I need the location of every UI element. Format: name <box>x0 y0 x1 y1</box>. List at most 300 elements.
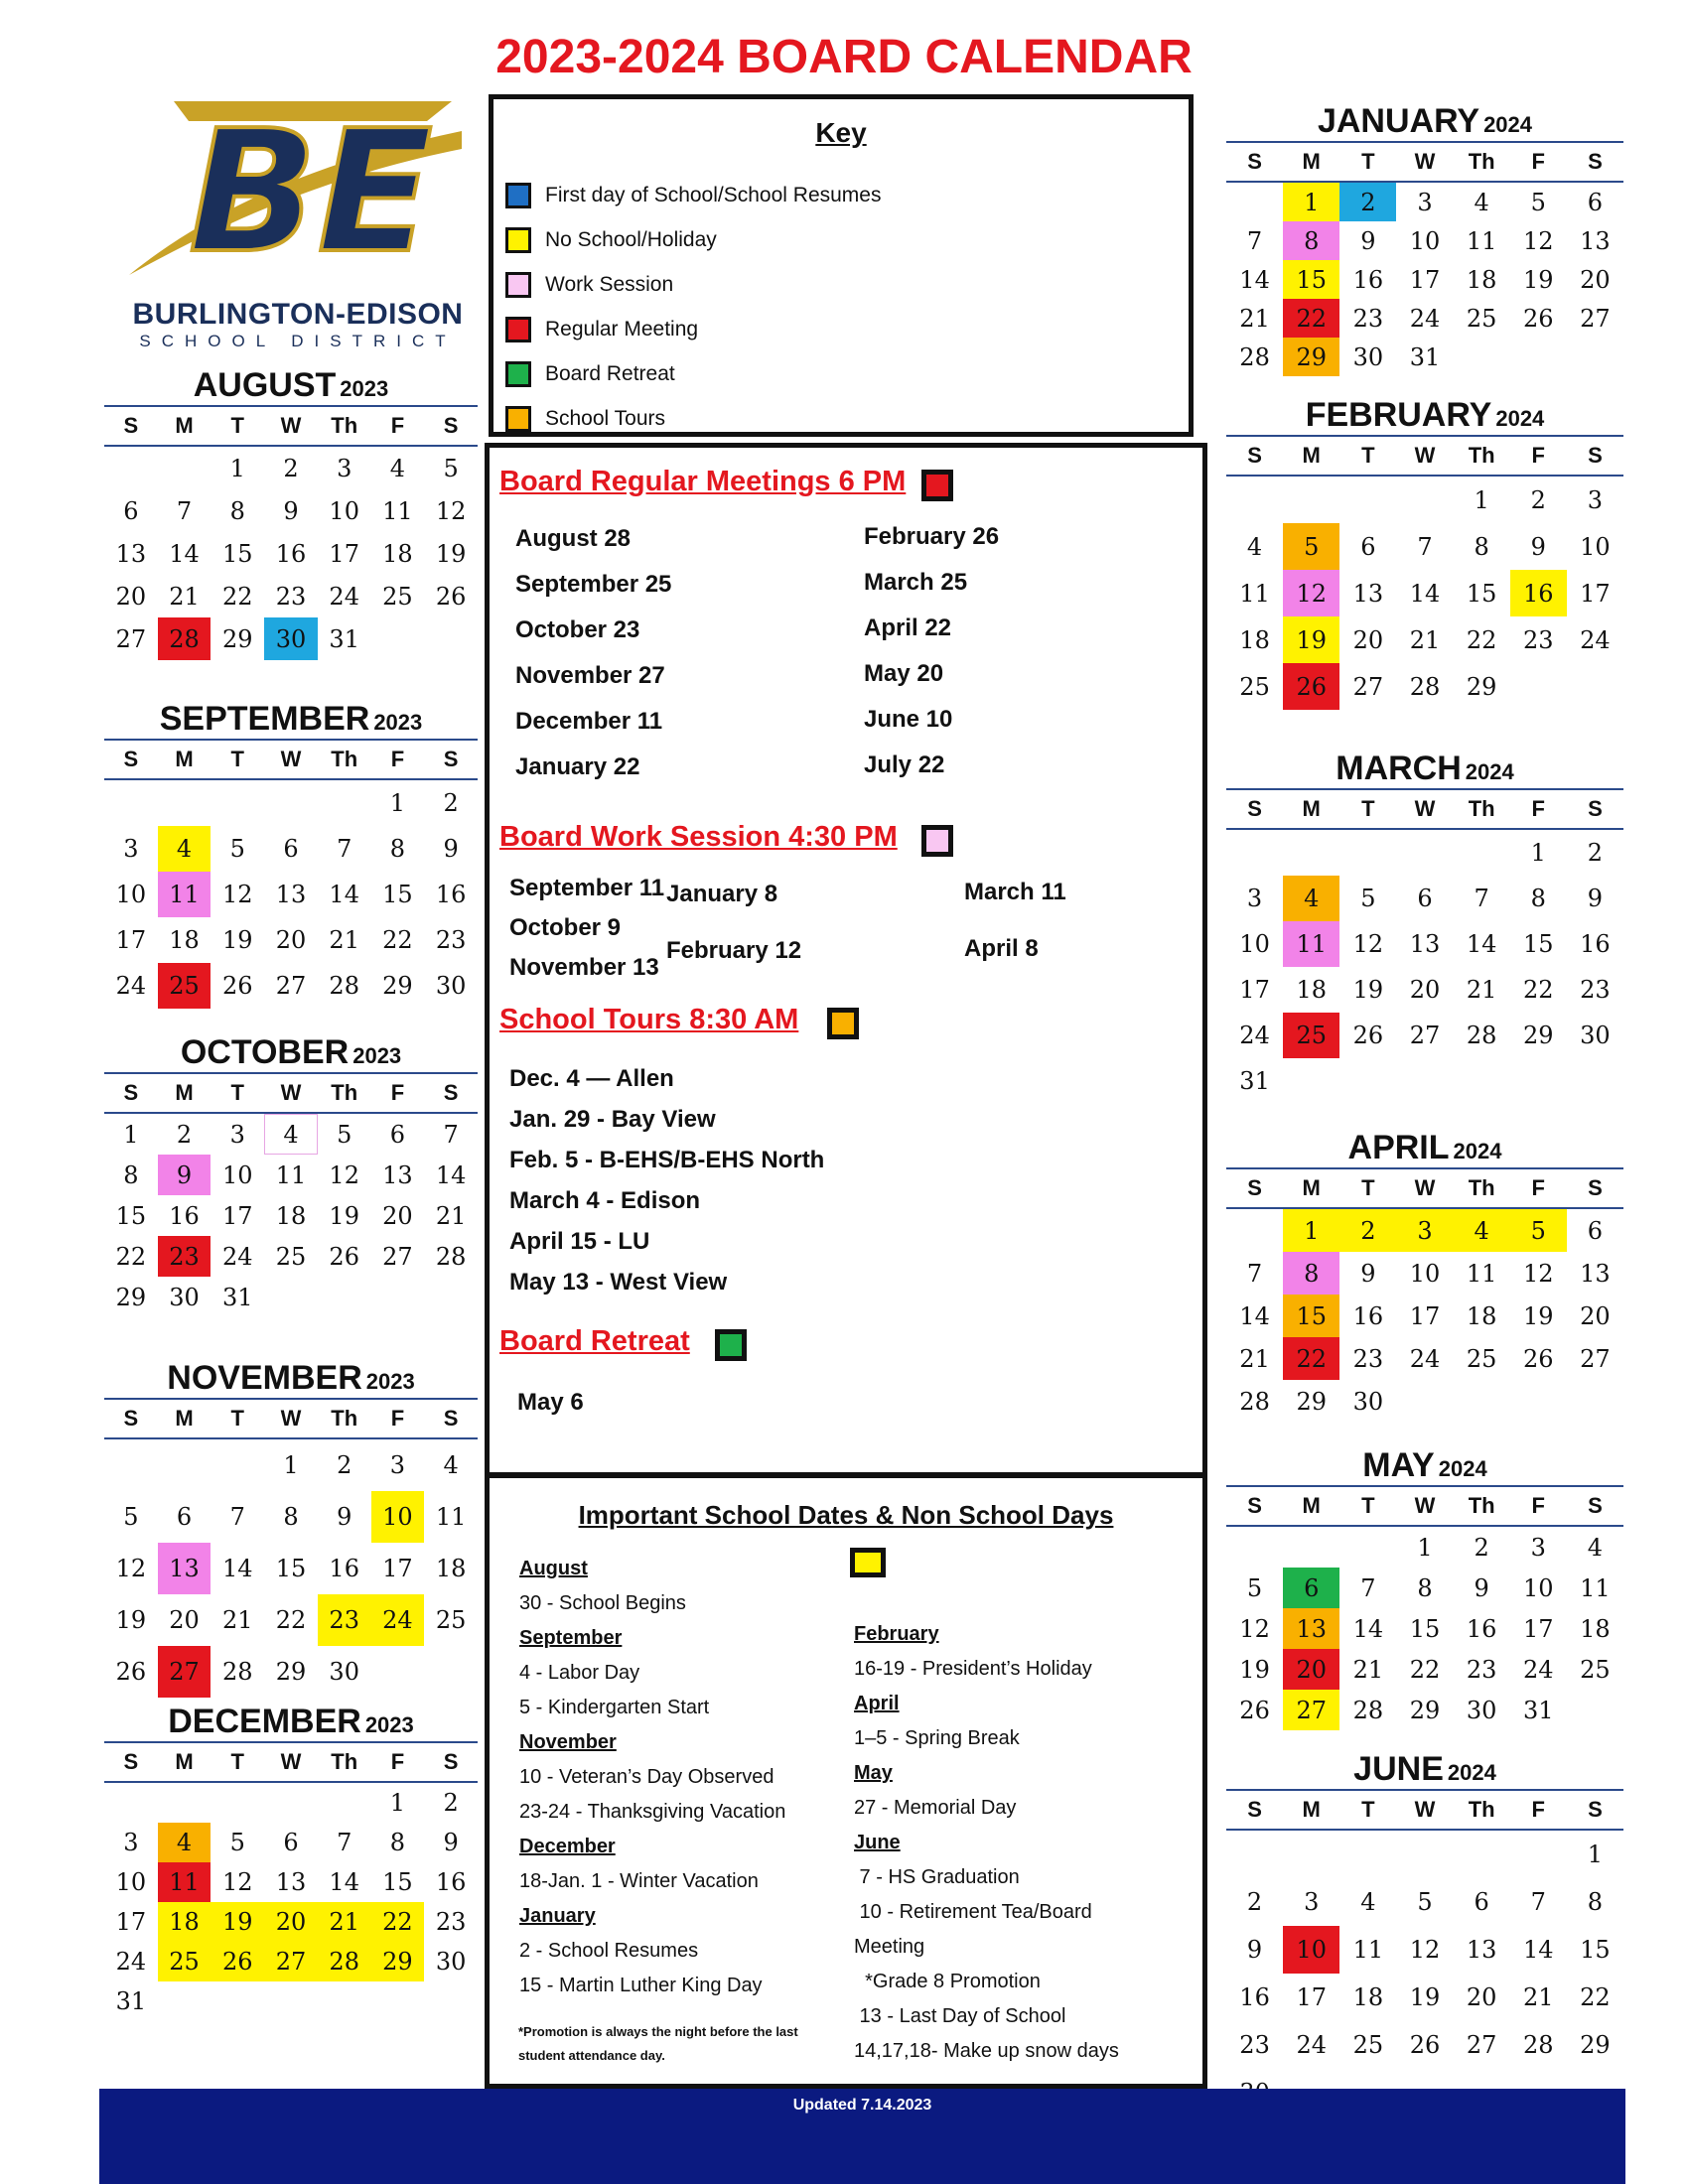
weekday-header <box>104 407 478 445</box>
day-cell: 11 <box>382 496 413 525</box>
day-cell: 17 <box>1239 976 1270 1004</box>
weekday-label: S <box>123 747 139 771</box>
important-date: 7 - HS Graduation <box>854 1866 1020 1888</box>
week-row <box>1226 570 1623 616</box>
day-cell: 28 <box>222 1658 253 1686</box>
empty-cell <box>1396 1831 1453 1878</box>
day-cell: 25 <box>275 1242 307 1271</box>
day-cell: 31 <box>1409 342 1441 371</box>
day-cell: 25 <box>158 1942 211 1981</box>
day-cell: 29 <box>275 1658 307 1686</box>
day-cell: 26 <box>115 1658 147 1686</box>
day-cell: 27 <box>1580 304 1611 333</box>
day-cell: 29 <box>1296 1387 1327 1416</box>
day-cell: 4 <box>158 1823 211 1862</box>
day-cell: 10 <box>115 1868 147 1896</box>
regular-meeting-date: July 22 <box>864 751 945 778</box>
empty-cell <box>158 1783 211 1823</box>
day-cell: 20 <box>264 1902 318 1942</box>
weekday-label: T <box>230 1080 244 1105</box>
day-cell: 5 <box>1417 1888 1433 1916</box>
day-cell: 27 <box>382 1242 413 1271</box>
empty-cell <box>371 617 425 660</box>
day-cell: 8 <box>1474 532 1489 561</box>
day-cell: 27 <box>1580 1344 1611 1373</box>
day-cell: 2 <box>1530 485 1546 514</box>
day-cell: 21 <box>329 926 359 954</box>
day-cell: 6 <box>123 496 139 525</box>
week-row <box>1226 1337 1623 1380</box>
day-cell: 20 <box>1580 265 1611 294</box>
weekday-label: F <box>390 1749 405 1774</box>
day-cell: 13 <box>115 539 147 568</box>
regular-meeting-date: November 27 <box>515 662 665 689</box>
day-cell: 3 <box>123 1829 139 1856</box>
calendar-december <box>104 1702 478 2021</box>
weekday-header <box>104 1400 478 1437</box>
weekday-label: Th <box>1468 1797 1495 1822</box>
important-date: 13 - Last Day of School <box>854 2005 1066 2027</box>
weekday-header <box>1226 437 1623 475</box>
day-cell: 7 <box>337 835 352 863</box>
day-cell: 28 <box>1409 672 1441 701</box>
weekday-header <box>1226 143 1623 181</box>
day-cell: 22 <box>1523 976 1554 1004</box>
weekday-label: S <box>1588 1797 1603 1822</box>
weekday-label: Th <box>1468 149 1495 174</box>
month-title <box>1226 1128 1623 1167</box>
day-cell: 20 <box>382 1201 413 1230</box>
day-cell: 1 <box>1530 839 1546 867</box>
weekday-label: S <box>443 413 459 438</box>
weekday-label: S <box>1588 443 1603 468</box>
empty-cell <box>1454 338 1510 376</box>
calendar-august <box>104 365 478 660</box>
calendar-february <box>1226 395 1623 710</box>
day-cell: 23 <box>1352 304 1384 333</box>
week-row <box>1226 1690 1623 1730</box>
weekday-label: F <box>1531 443 1545 468</box>
day-cell: 10 <box>1523 1573 1554 1602</box>
day-cell: 26 <box>1523 1344 1554 1373</box>
day-cell: 29 <box>371 1942 425 1981</box>
day-cell: 29 <box>222 624 253 653</box>
day-cell: 7 <box>443 1120 459 1149</box>
day-cell: 8 <box>389 1829 406 1856</box>
day-cell: 18 <box>275 1201 307 1230</box>
day-cell: 25 <box>1466 1344 1497 1373</box>
empty-cell <box>1283 1831 1339 1878</box>
day-cell: 19 <box>329 1201 359 1230</box>
week-row <box>1226 260 1623 299</box>
day-cell: 1 <box>229 454 245 482</box>
day-cell: 24 <box>1580 625 1611 654</box>
day-cell: 12 <box>435 496 467 525</box>
day-cell: 13 <box>382 1160 413 1189</box>
empty-cell <box>318 780 371 826</box>
day-cell: 10 <box>1409 226 1441 255</box>
empty-cell <box>104 1439 158 1491</box>
key-item <box>505 357 675 391</box>
weekday-header <box>1226 790 1623 828</box>
weekday-label: T <box>1361 443 1375 468</box>
weekday-label: S <box>1247 149 1262 174</box>
important-month: September <box>519 1627 623 1649</box>
day-cell: 13 <box>1466 1936 1497 1964</box>
day-cell: 14 <box>1466 930 1497 958</box>
week-row <box>104 617 478 660</box>
key-item <box>505 313 698 346</box>
important-date: 16-19 - President’s Holiday <box>854 1658 1092 1680</box>
day-cell: 27 <box>1409 1022 1441 1049</box>
day-cell: 3 <box>229 1120 245 1149</box>
day-cell: 15 <box>1580 1936 1611 1964</box>
empty-cell <box>424 1277 478 1317</box>
work-session-date: April 8 <box>964 935 1039 962</box>
week-row <box>1226 183 1623 221</box>
empty-cell <box>1339 1527 1396 1568</box>
day-cell: 14 <box>1239 265 1270 294</box>
day-cell: 12 <box>115 1555 147 1582</box>
day-cell: 6 <box>1474 1888 1489 1916</box>
day-cell: 27 <box>264 1942 318 1981</box>
day-cell: 11 <box>275 1160 307 1189</box>
day-cell: 16 <box>1580 930 1611 958</box>
day-cell: 9 <box>1360 1259 1376 1288</box>
month-year: 2023 <box>340 376 389 401</box>
board-retreat-swatch <box>715 1329 747 1361</box>
day-cell: 20 <box>275 926 307 954</box>
month-title <box>104 1358 478 1398</box>
week-row <box>104 872 478 917</box>
day-cell: 7 <box>176 496 193 525</box>
week-row <box>1226 1568 1623 1608</box>
day-cell: 12 <box>222 881 253 908</box>
day-cell: 20 <box>169 1606 200 1634</box>
day-cell: 3 <box>123 835 139 863</box>
weekday-label: W <box>280 1406 302 1431</box>
work-session-heading: Board Work Session 4:30 PM <box>499 821 898 853</box>
important-month: January <box>519 1905 596 1927</box>
empty-cell <box>1454 830 1510 876</box>
day-cell: 3 <box>337 454 352 482</box>
empty-cell <box>424 1981 478 2021</box>
day-cell: 11 <box>1466 226 1497 255</box>
empty-cell <box>1339 1058 1396 1104</box>
important-date: 1–5 - Spring Break <box>854 1727 1020 1749</box>
empty-cell <box>104 447 158 489</box>
month-year: 2023 <box>373 710 423 735</box>
day-cell: 10 <box>1409 1259 1441 1288</box>
day-cell: 5 <box>1510 1209 1567 1252</box>
week-row <box>104 1491 478 1543</box>
day-cell: 1 <box>1283 1209 1339 1252</box>
day-cell: 19 <box>1352 976 1384 1004</box>
day-cell: 3 <box>1396 1209 1453 1252</box>
empty-cell <box>318 1981 371 2021</box>
important-month: June <box>854 1832 901 1853</box>
month-name: APRIL <box>1347 1129 1450 1166</box>
important-date: 27 - Memorial Day <box>854 1797 1017 1819</box>
day-cell: 28 <box>435 1242 467 1271</box>
week-row <box>1226 616 1623 663</box>
day-cell: 29 <box>115 1283 147 1311</box>
month-name: JANUARY <box>1317 102 1480 140</box>
key-box <box>489 94 1194 437</box>
day-cell: 13 <box>1580 1259 1611 1288</box>
day-cell: 25 <box>1283 1013 1339 1058</box>
day-cell: 25 <box>1352 2031 1384 2059</box>
day-cell: 19 <box>1409 1983 1441 2011</box>
empty-cell <box>1454 1380 1510 1423</box>
day-cell: 8 <box>123 1160 139 1189</box>
day-cell: 9 <box>1474 1573 1489 1602</box>
day-cell: 16 <box>1352 265 1384 294</box>
empty-cell <box>264 780 318 826</box>
day-cell: 3 <box>1530 1533 1546 1562</box>
day-cell: 16 <box>435 881 467 908</box>
day-cell: 22 <box>1580 1983 1611 2011</box>
day-cell: 6 <box>1360 532 1376 561</box>
weekday-label: F <box>390 1080 405 1105</box>
school-tour-date: Jan. 29 - Bay View <box>509 1106 716 1133</box>
weekday-header <box>1226 1487 1623 1525</box>
month-name: DECEMBER <box>168 1703 361 1740</box>
day-cell: 9 <box>158 1155 211 1195</box>
weekday-label: T <box>230 413 244 438</box>
key-title: Key <box>815 117 867 148</box>
weekday-label: W <box>1414 1175 1436 1200</box>
month-name: MAY <box>1362 1446 1435 1484</box>
week-row <box>104 447 478 489</box>
week-row <box>104 1942 478 1981</box>
day-cell: 25 <box>158 963 211 1009</box>
day-cell: 4 <box>1360 1888 1376 1916</box>
calendar-june <box>1226 1749 1623 2116</box>
week-row <box>1226 338 1623 376</box>
weekday-label: T <box>1361 796 1375 821</box>
day-cell: 23 <box>435 1908 467 1936</box>
day-cell: 1 <box>283 1451 299 1479</box>
day-cell: 20 <box>1409 976 1441 1004</box>
day-cell: 12 <box>329 1160 359 1189</box>
day-cell: 11 <box>1239 579 1270 608</box>
weekday-label: M <box>175 1749 194 1774</box>
day-cell: 6 <box>1417 885 1433 912</box>
month-title <box>104 1032 478 1072</box>
day-cell: 6 <box>389 1120 406 1149</box>
day-cell: 22 <box>1283 299 1339 338</box>
day-cell: 18 <box>1466 265 1497 294</box>
empty-cell <box>1510 1831 1567 1878</box>
day-cell: 15 <box>1283 260 1339 299</box>
day-cell: 9 <box>1587 885 1604 912</box>
empty-cell <box>371 1646 425 1698</box>
day-cell: 24 <box>1409 1344 1441 1373</box>
holiday-swatch <box>850 1548 886 1577</box>
day-cell: 7 <box>1360 1573 1376 1602</box>
day-cell: 17 <box>115 1908 147 1936</box>
day-cell: 23 <box>1352 1344 1384 1373</box>
weekday-label: S <box>123 1080 139 1105</box>
calendar-november <box>104 1358 478 1698</box>
day-cell: 5 <box>1246 1573 1263 1602</box>
empty-cell <box>1454 1831 1510 1878</box>
day-cell: 26 <box>435 582 467 611</box>
week-row <box>1226 967 1623 1013</box>
retreat-date: May 6 <box>517 1389 584 1416</box>
weekday-label: Th <box>331 1406 358 1431</box>
key-swatch <box>505 272 531 298</box>
day-cell: 28 <box>329 972 359 1000</box>
promotion-note: *Promotion is always the night before the last student attendance day. <box>518 2024 798 2063</box>
weekday-label: S <box>1247 1175 1262 1200</box>
day-cell: 26 <box>329 1242 359 1271</box>
weekday-label: Th <box>1468 796 1495 821</box>
weekday-header <box>104 1074 478 1112</box>
day-cell: 9 <box>337 1503 352 1531</box>
month-name: SEPTEMBER <box>159 700 370 738</box>
empty-cell <box>1396 477 1453 523</box>
day-cell: 21 <box>1523 1983 1554 2011</box>
empty-cell <box>371 1277 425 1317</box>
month-year: 2024 <box>1453 1139 1502 1163</box>
work-session-date: October 9 <box>509 914 622 941</box>
key-swatch <box>505 227 531 253</box>
day-cell: 17 <box>1409 1301 1441 1330</box>
regular-meeting-date: October 23 <box>515 616 640 643</box>
day-cell: 22 <box>115 1242 147 1271</box>
day-cell: 12 <box>1239 1614 1270 1643</box>
day-cell: 4 <box>1587 1533 1604 1562</box>
day-cell: 5 <box>123 1503 139 1531</box>
calendar-april <box>1226 1128 1623 1423</box>
day-cell: 17 <box>222 1201 253 1230</box>
key-label: Regular Meeting <box>545 318 699 341</box>
important-date: 14,17,18- Make up snow days <box>854 2040 1119 2062</box>
day-cell: 11 <box>1580 1573 1611 1602</box>
day-cell: 4 <box>389 454 406 482</box>
weekday-label: Th <box>331 1080 358 1105</box>
weekday-header <box>1226 1169 1623 1207</box>
day-cell: 25 <box>435 1606 467 1634</box>
weekday-label: T <box>230 747 244 771</box>
day-cell: 15 <box>275 1555 307 1582</box>
day-cell: 24 <box>222 1242 253 1271</box>
day-cell: 12 <box>1352 930 1384 958</box>
empty-cell <box>318 1277 371 1317</box>
day-cell: 14 <box>169 539 200 568</box>
empty-cell <box>211 1783 264 1823</box>
month-title <box>1226 749 1623 788</box>
weekday-label: M <box>1302 796 1321 821</box>
day-cell: 31 <box>222 1283 253 1311</box>
week-row <box>104 1902 478 1942</box>
school-tours-swatch <box>827 1008 859 1039</box>
day-cell: 28 <box>1352 1696 1384 1724</box>
empty-cell <box>1226 830 1283 876</box>
day-cell: 19 <box>211 1902 264 1942</box>
day-cell: 14 <box>222 1555 253 1582</box>
day-cell: 21 <box>1352 1655 1384 1684</box>
month-title <box>104 1702 478 1741</box>
week-row <box>104 1543 478 1594</box>
day-cell: 16 <box>1466 1614 1497 1643</box>
day-cell: 15 <box>382 1868 413 1896</box>
week-row <box>104 1236 478 1277</box>
month-year: 2024 <box>1465 759 1514 784</box>
day-cell: 23 <box>1466 1655 1497 1684</box>
day-cell: 13 <box>1283 1608 1339 1649</box>
empty-cell <box>1510 338 1567 376</box>
day-cell: 9 <box>443 835 459 863</box>
day-cell: 15 <box>382 881 413 908</box>
day-cell: 15 <box>222 539 253 568</box>
regular-meeting-date: September 25 <box>515 571 672 598</box>
day-cell: 21 <box>1239 304 1270 333</box>
weekday-label: F <box>390 413 405 438</box>
day-cell: 14 <box>1523 1936 1554 1964</box>
weekday-label: F <box>390 1406 405 1431</box>
empty-cell <box>1226 1209 1283 1252</box>
day-cell: 23 <box>1580 976 1611 1004</box>
work-session-date: September 11 <box>509 875 665 901</box>
day-cell: 15 <box>1523 930 1554 958</box>
day-cell: 21 <box>222 1606 253 1634</box>
day-cell: 19 <box>1523 265 1554 294</box>
day-cell: 26 <box>1239 1696 1270 1724</box>
regular-meetings-heading: Board Regular Meetings 6 PM <box>499 466 907 497</box>
day-cell: 26 <box>1352 1022 1384 1049</box>
week-row <box>1226 921 1623 967</box>
week-row <box>104 1981 478 2021</box>
important-date: 18-Jan. 1 - Winter Vacation <box>519 1870 759 1892</box>
key-swatch <box>505 361 531 387</box>
month-year: 2024 <box>1438 1456 1487 1481</box>
school-tour-date: May 13 - West View <box>509 1269 728 1296</box>
day-cell: 9 <box>283 496 299 525</box>
day-cell: 10 <box>1239 930 1270 958</box>
day-cell: 7 <box>229 1503 245 1531</box>
day-cell: 23 <box>435 926 467 954</box>
day-cell: 2 <box>443 1789 459 1817</box>
day-cell: 2 <box>283 454 299 482</box>
day-cell: 17 <box>1580 579 1611 608</box>
weekday-label: S <box>443 747 459 771</box>
day-cell: 30 <box>1352 1387 1384 1416</box>
important-month: November <box>519 1731 617 1753</box>
work-session-date: January 8 <box>666 881 778 907</box>
week-row <box>1226 1527 1623 1568</box>
month-title <box>1226 1749 1623 1789</box>
empty-cell <box>158 1981 211 2021</box>
day-cell: 30 <box>264 617 318 660</box>
day-cell: 6 <box>176 1503 193 1531</box>
weekday-label: S <box>1247 796 1262 821</box>
week-row <box>104 826 478 872</box>
day-cell: 12 <box>1409 1936 1441 1964</box>
day-cell: 24 <box>371 1594 425 1646</box>
week-row <box>104 1862 478 1902</box>
day-cell: 4 <box>158 826 211 872</box>
week-row <box>1226 876 1623 921</box>
day-cell: 2 <box>1339 183 1396 221</box>
week-row <box>1226 299 1623 338</box>
day-cell: 26 <box>1523 304 1554 333</box>
day-cell: 24 <box>1296 2031 1327 2059</box>
day-cell: 26 <box>222 972 253 1000</box>
week-row <box>104 1594 478 1646</box>
